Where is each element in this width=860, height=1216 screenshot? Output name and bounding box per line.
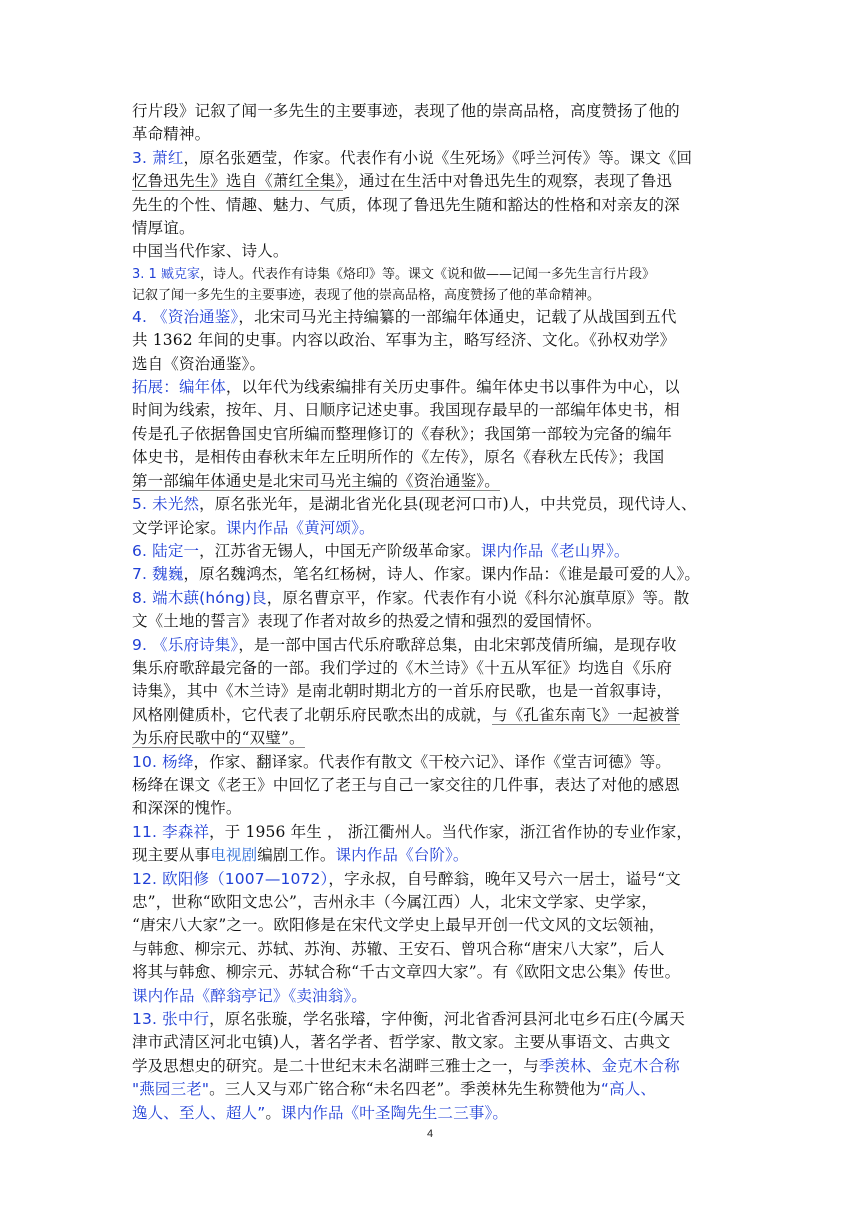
- text-line: [132, 100, 738, 123]
- text-line: [132, 821, 738, 844]
- text-segment: 津市武清区河北屯镇)人，著名学者、哲学家、散文家。主要从事语文、古典文: [132, 1033, 671, 1052]
- text-segment: ，原名曹京平，作家。代表作有小说《科尔沁旗草原》等。散: [266, 588, 690, 607]
- text-segment: 风格刚健质朴，它代表了北朝乐府民歌杰出的成就，: [132, 705, 492, 724]
- text-segment: 时间为线索，按年、月、日顺序记述史事。我国现存最早的一部编年体史书，相: [132, 401, 680, 420]
- text-segment: 。: [265, 1103, 282, 1122]
- text-line: [132, 587, 738, 610]
- text-segment: 和深深的愧怍。: [132, 799, 242, 818]
- text-line: [132, 727, 738, 750]
- highlighted-term: 课内作品《醉翁亭记》《卖油翁》。: [132, 986, 367, 1005]
- highlighted-term: 3. 萧红: [132, 148, 184, 167]
- highlighted-term: 电视剧: [210, 846, 258, 865]
- text-line: [132, 285, 738, 306]
- text-line: [132, 446, 738, 469]
- text-segment: 先生的个性、情趣、魅力、气质，体现了鲁迅先生随和豁达的性格和对亲友的深: [132, 195, 680, 214]
- text-segment: ，字永叔，自号醉翁，晚年又号六一居士，谥号“文: [328, 869, 681, 888]
- text-segment: ，于 1956 年生 ， 浙江衢州人。当代作家，浙江省作协的专业作家，: [209, 822, 693, 841]
- text-segment: 编剧工作。: [257, 846, 336, 865]
- text-segment: 文《土地的誓言》表现了作者对故乡的热爱之情和强烈的爱国情怀。: [132, 612, 602, 631]
- highlighted-term: 拓展：编年体: [132, 378, 226, 397]
- text-line: [132, 938, 738, 961]
- text-segment: 共 1362 年间的史事。内容以政治、军事为主，略写经济、文化。《孙权劝学》: [132, 331, 676, 350]
- text-segment: 文学评论家。: [132, 518, 226, 537]
- text-line: [132, 399, 738, 422]
- text-line: [132, 891, 738, 914]
- text-line: [132, 751, 738, 774]
- text-segment: ，原名张璇，学名张璿，字仲衡，河北省香河县河北屯乡石庄(今属天: [209, 1010, 685, 1029]
- text-line: [132, 844, 738, 867]
- highlighted-term: 11. 李森祥: [132, 822, 210, 841]
- text-segment: 现主要从事: [132, 846, 211, 865]
- highlighted-term: 课内作品《台阶》。: [335, 846, 469, 865]
- text-segment: ，原名张廼莹，作家。代表作有小说《生死场》《呼兰河传》等。课文《回: [183, 148, 693, 167]
- text-segment: 为乐府民歌中的“双璧”。: [132, 729, 305, 748]
- text-segment: ，江苏省无锡人，中国无产阶级革命家。: [199, 541, 481, 560]
- text-line: [132, 774, 738, 797]
- text-segment: 情厚谊。: [132, 219, 195, 238]
- text-line: [132, 240, 738, 263]
- text-segment: 杨绛在课文《老王》中回忆了老王与自己一家交往的几件事，表达了对他的感恩: [132, 775, 680, 794]
- page-number: 4: [426, 1128, 434, 1140]
- text-segment: ，是一部中国古代乐府歌辞总集，由北宋郭茂倩所编，是现存收: [238, 635, 677, 654]
- text-line: [132, 985, 738, 1008]
- text-segment: ，以年代为线索编排有关历史事件。编年体史书以事件为中心，以: [225, 378, 680, 397]
- text-segment: 第一部编年体通史是北宋司马光主编的《资治通鉴》。: [132, 471, 500, 490]
- text-line: [132, 657, 738, 680]
- text-line: [132, 217, 738, 240]
- text-line: [132, 868, 738, 891]
- text-line: [132, 194, 738, 217]
- highlighted-term: 逸人、至人、超人”: [132, 1103, 266, 1122]
- text-segment: 革命精神。: [132, 125, 211, 144]
- text-line: [132, 1078, 738, 1101]
- text-line: [132, 470, 738, 493]
- text-segment: 记叙了闻一多先生的主要事迹，表现了他的崇高品格，高度赞扬了他的革命精神。: [132, 287, 601, 303]
- text-line: [132, 329, 738, 352]
- text-line: [132, 563, 738, 586]
- text-segment: 行片段》记叙了闻一多先生的主要事迹，表现了他的崇高品格，高度赞扬了他的: [132, 102, 680, 120]
- highlighted-term: “高人、: [600, 1080, 657, 1099]
- highlighted-term: 课内作品《老山界》。: [480, 541, 630, 560]
- text-line: [132, 423, 738, 446]
- highlighted-term: 9. 《乐府诗集》: [132, 635, 239, 654]
- text-line: [132, 306, 738, 329]
- text-line: [132, 147, 738, 170]
- text-line: [132, 797, 738, 820]
- highlighted-term: 5. 未光然: [132, 495, 200, 514]
- highlighted-term: 8. 端木蕻(hóng)良: [132, 588, 267, 607]
- text-line: [132, 634, 738, 657]
- text-segment: 忆鲁迅先生》选自《萧红全集》: [132, 172, 344, 191]
- text-segment: 学及思想史的研究。是二十世纪末未名湖畔三雅士之一，与: [132, 1056, 539, 1075]
- text-line: [132, 1102, 738, 1125]
- text-segment: ，北宋司马光主持编纂的一部编年体通史，记载了从战国到五代: [238, 307, 677, 326]
- highlighted-term: 12. 欧阳修（1007—1072）: [132, 869, 329, 888]
- highlighted-term: 课内作品《黄河颂》。: [225, 518, 375, 537]
- text-segment: ，作家、翻译家。代表作有散文《干校六记》、译作《堂吉诃德》等。: [193, 752, 671, 771]
- text-segment: ，原名魏鸿杰，笔名红杨树，诗人、作家。课内作品：《谁是最可爱的人》。: [183, 565, 701, 584]
- highlighted-term: 3. 1 臧克家: [132, 266, 200, 282]
- text-line: [132, 680, 738, 703]
- text-line: [132, 704, 738, 727]
- text-segment: 忠”，世称“欧阳文忠公”，吉州永丰（今属江西）人，北宋文学家、史学家，: [132, 893, 658, 911]
- text-line: [132, 914, 738, 937]
- highlighted-term: 6. 陆定一: [132, 541, 200, 560]
- highlighted-term: 13. 张中行: [132, 1010, 210, 1029]
- text-line: [132, 1031, 738, 1054]
- highlighted-term: 课内作品《叶圣陶先生二三事》。: [281, 1103, 509, 1122]
- text-segment: 与《孔雀东南飞》一起被誉: [491, 705, 680, 724]
- text-segment: 传是孔子依据鲁国史官所编而整理修订的《春秋》；我国第一部较为完备的编年: [132, 424, 673, 443]
- text-segment: “唐宋八大家”之一。欧阳修是在宋代文学史上最早开创一代文风的文坛领袖，: [132, 916, 665, 935]
- text-line: [132, 353, 738, 376]
- text-line: [132, 540, 738, 563]
- text-segment: 集乐府歌辞最完备的一部。我们学过的《木兰诗》《十五从军征》均选自《乐府: [132, 658, 673, 677]
- highlighted-term: "燕园三老": [132, 1080, 210, 1099]
- text-segment: 与韩愈、柳宗元、苏轼、苏洵、苏辙、王安石、曾巩合称“唐宋八大家”，后人: [132, 939, 665, 958]
- text-line: [132, 1055, 738, 1078]
- text-segment: 选自《资治通鉴》。: [132, 354, 266, 373]
- text-line: [132, 123, 738, 146]
- text-line: [132, 493, 738, 516]
- highlighted-term: 4. 《资治通鉴》: [132, 307, 239, 326]
- text-line: [132, 1008, 738, 1031]
- text-segment: ，原名张光年，是湖北省光化县(现老河口市)人，中共党员，现代诗人、: [199, 495, 697, 514]
- text-segment: 将其与韩愈、柳宗元、苏轼合称“千古文章四大家”。有《欧阳文忠公集》传世。: [132, 963, 681, 982]
- text-segment: ，通过在生活中对鲁迅先生的观察，表现了鲁迅: [343, 172, 673, 191]
- text-segment: 。三人又与邓广铭合称“未名四老”。季羡林先生称赞他为: [209, 1080, 601, 1099]
- text-segment: 中国当代作家、诗人。: [132, 242, 289, 261]
- highlighted-term: 7. 魏巍: [132, 565, 184, 584]
- text-segment: 体史书，是相传由春秋末年左丘明所作的《左传》，原名《春秋左氏传》；我国: [132, 448, 665, 467]
- text-segment: ，诗人。代表作有诗集《烙印》等。课文《说和做——记闻一多先生言行片段》: [199, 266, 655, 282]
- text-line: [132, 961, 738, 984]
- text-line: [132, 610, 738, 633]
- text-line: [132, 517, 738, 540]
- text-line: [132, 264, 738, 285]
- text-line: [132, 170, 738, 193]
- text-line: [132, 376, 738, 399]
- text-segment: 诗集》，其中《木兰诗》是南北朝时期北方的一首乐府民歌，也是一首叙事诗，: [132, 682, 673, 701]
- highlighted-term: 季羡林、金克木合称: [538, 1056, 680, 1075]
- document-body: [132, 100, 738, 1125]
- highlighted-term: 10. 杨绛: [132, 752, 194, 771]
